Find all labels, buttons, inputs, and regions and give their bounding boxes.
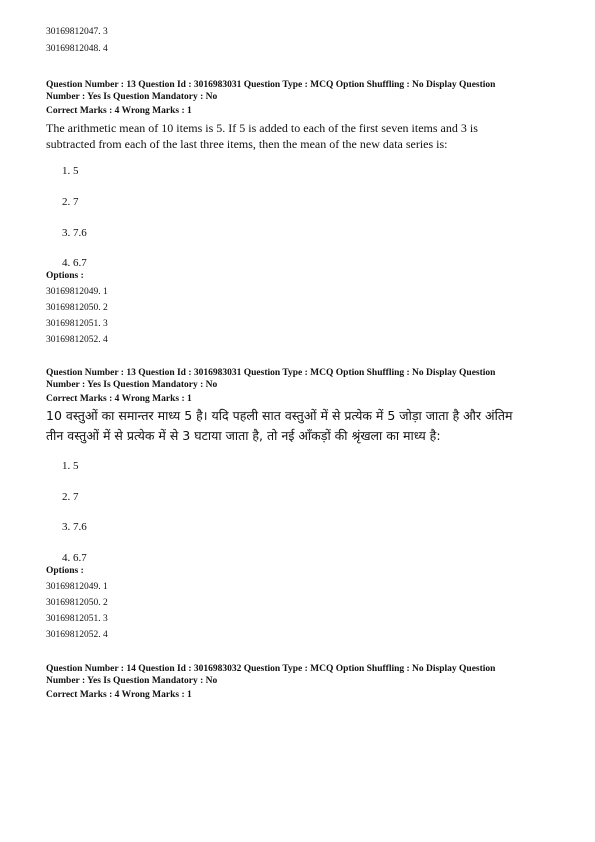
option-id: 30169812050. 2 — [46, 303, 108, 313]
option-id: 30169812049. 1 — [46, 287, 108, 297]
option-id: 30169812050. 2 — [46, 598, 108, 608]
question-header: Question Number : 14 Question Id : 3016983032 Question Type : MCQ Option Shuffling : No Display Question — [46, 664, 496, 674]
option-id: 30169812052. 4 — [46, 335, 108, 345]
marks-line: Correct Marks : 4 Wrong Marks : 1 — [46, 106, 192, 116]
question-header-cont: Number : Yes Is Question Mandatory : No — [46, 380, 218, 390]
question-header-cont: Number : Yes Is Question Mandatory : No — [46, 92, 218, 102]
answer-choice: 4. 6.7 — [62, 257, 87, 269]
question-text: The arithmetic mean of 10 items is 5. If 5 is added to each of the first seven items and 3 is — [46, 121, 478, 135]
answer-choice: 4. 6.7 — [62, 552, 87, 564]
answer-choice: 3. 7.6 — [62, 521, 87, 533]
option-id: 30169812049. 1 — [46, 582, 108, 592]
options-label: Options : — [46, 566, 84, 576]
option-id: 30169812052. 4 — [46, 630, 108, 640]
question-text-cont: subtracted from each of the last three items, then the mean of the new data series is: — [46, 137, 448, 151]
answer-choice: 1. 5 — [62, 165, 79, 177]
marks-line: Correct Marks : 4 Wrong Marks : 1 — [46, 394, 192, 404]
answer-choice: 3. 7.6 — [62, 227, 87, 239]
options-label: Options : — [46, 271, 84, 281]
question-header: Question Number : 13 Question Id : 3016983031 Question Type : MCQ Option Shuffling : No Display Question — [46, 368, 496, 378]
question-header: Question Number : 13 Question Id : 3016983031 Question Type : MCQ Option Shuffling : No Display Question — [46, 80, 496, 90]
option-id: 30169812051. 3 — [46, 614, 108, 624]
answer-choice: 2. 7 — [62, 196, 79, 208]
question-text-hindi: 10 वस्तुओं का समान्तर माध्य 5 है। यदि पहली सात वस्तुओं में से प्रत्येक में 5 जोड़ा जाता है और अंतिम — [46, 408, 513, 423]
marks-line: Correct Marks : 4 Wrong Marks : 1 — [46, 690, 192, 700]
option-id: 30169812051. 3 — [46, 319, 108, 329]
question-text-hindi-cont: तीन वस्तुओं में से प्रत्येक में से 3 घटाया जाता है, तो नई आँकड़ों की श्रृंखला का माध्य है: — [46, 428, 441, 443]
prev-option-id: 30169812047. 3 — [46, 27, 108, 37]
prev-option-id: 30169812048. 4 — [46, 44, 108, 54]
question-header-cont: Number : Yes Is Question Mandatory : No — [46, 676, 218, 686]
answer-choice: 1. 5 — [62, 460, 79, 472]
answer-choice: 2. 7 — [62, 491, 79, 503]
